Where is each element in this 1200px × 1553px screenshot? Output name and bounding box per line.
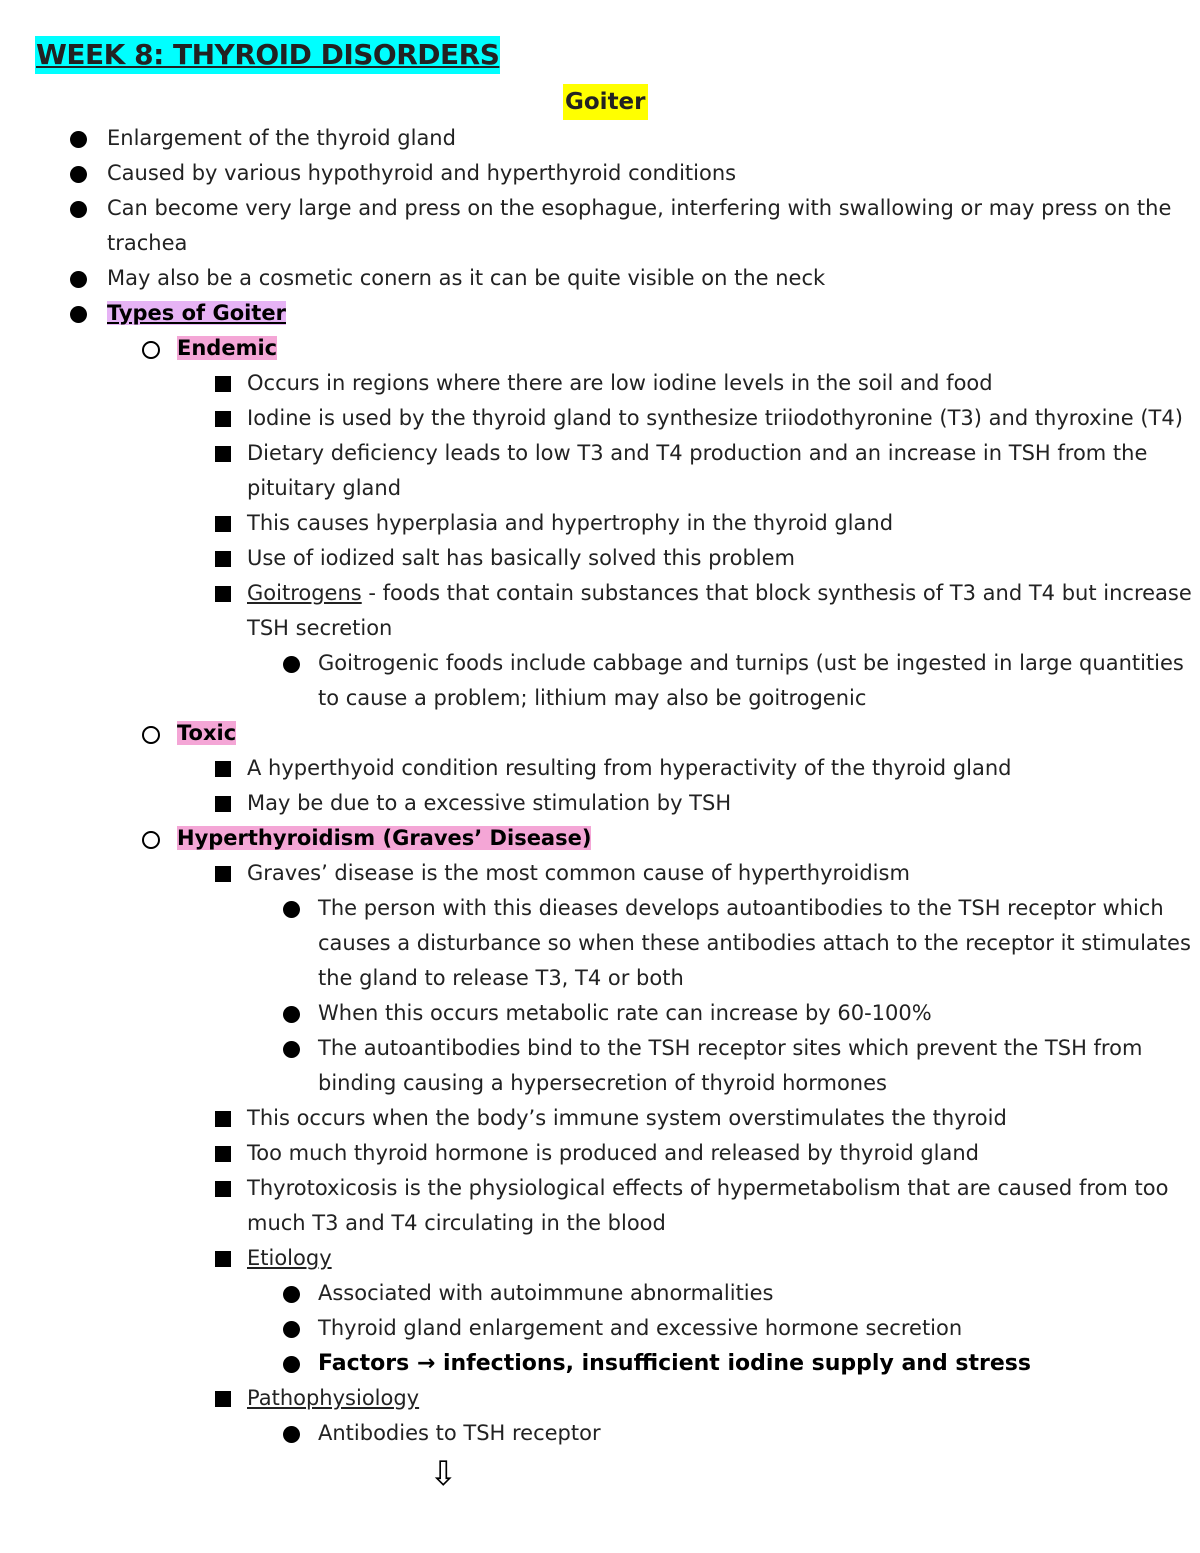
endemic-point: Iodine is used by the thyroid gland to synthesize triiodothyronine (T3) and thyroxine (T4) bbox=[247, 401, 1183, 436]
endemic-point-continued: pituitary gland bbox=[247, 476, 402, 500]
toxic-item bbox=[177, 716, 236, 751]
graves-subpoint: The autoantibodies bind to the TSH receptor sites which prevent the TSH from bbox=[318, 1031, 1142, 1066]
endemic-point: Dietary deficiency leads to low T3 and T4 production and an increase in TSH from the bbox=[247, 436, 1147, 471]
goiter-point: Enlargement of the thyroid gland bbox=[107, 121, 456, 156]
graves-point: This occurs when the body’s immune system overstimulates the thyroid bbox=[247, 1101, 1007, 1136]
graves-subpoint: The person with this dieases develops autoantibodies to the TSH receptor which bbox=[318, 891, 1164, 926]
types-of-goiter-label: Types of Goiter bbox=[107, 301, 286, 325]
endemic-label: Endemic bbox=[177, 336, 278, 360]
section-heading-goiter: Goiter bbox=[563, 84, 648, 120]
goitrogens-point bbox=[247, 576, 1192, 611]
goiter-point: May also be a cosmetic conern as it can be quite visible on the neck bbox=[107, 261, 825, 296]
etiology-factors: Factors → infections, insufficient iodine supply and stress bbox=[318, 1346, 1031, 1381]
graves-subpoint-continued: binding causing a hypersecretion of thyroid hormones bbox=[318, 1071, 887, 1095]
graves-point: Too much thyroid hormone is produced and released by thyroid gland bbox=[247, 1136, 979, 1171]
goiter-point: Can become very large and press on the esophague, interfering with swallowing or may press on the bbox=[107, 191, 1171, 226]
endemic-point: Use of iodized salt has basically solved this problem bbox=[247, 541, 795, 576]
graves-subpoint: When this occurs metabolic rate can increase by 60-100% bbox=[318, 996, 932, 1031]
etiology-point: Thyroid gland enlargement and excessive hormone secretion bbox=[318, 1311, 962, 1346]
goitrogens-text: - foods that contain substances that block synthesis of T3 and T4 but increase bbox=[361, 581, 1192, 605]
etiology-point: Associated with autoimmune abnormalities bbox=[318, 1276, 774, 1311]
pathophysiology-item bbox=[247, 1381, 419, 1416]
graves-subpoint-continued: the gland to release T3, T4 or both bbox=[318, 966, 684, 990]
toxic-point: May be due to a excessive stimulation by TSH bbox=[247, 786, 731, 821]
goiter-point: Caused by various hypothyroid and hyperthyroid conditions bbox=[107, 156, 736, 191]
down-arrow-icon: ⇩ bbox=[429, 1454, 458, 1494]
goitrogens-term: Goitrogens bbox=[247, 581, 362, 605]
endemic-point: This causes hyperplasia and hypertrophy in the thyroid gland bbox=[247, 506, 893, 541]
goitrogens-continued: TSH secretion bbox=[247, 616, 393, 640]
graves-label: Hyperthyroidism (Graves’ Disease) bbox=[177, 826, 592, 850]
pathophysiology-label: Pathophysiology bbox=[247, 1386, 420, 1410]
goiter-point-continued: trachea bbox=[107, 231, 188, 255]
types-of-goiter-item bbox=[107, 296, 286, 331]
goitrogenic-subpoint-continued: to cause a problem; lithium may also be goitrogenic bbox=[318, 686, 867, 710]
etiology-item bbox=[247, 1241, 332, 1276]
endemic-item bbox=[177, 331, 277, 366]
graves-intro: Graves’ disease is the most common cause of hyperthyroidism bbox=[247, 856, 910, 891]
etiology-label: Etiology bbox=[247, 1246, 332, 1270]
page-title: WEEK 8: THYROID DISORDERS bbox=[35, 36, 500, 74]
graves-point: Thyrotoxicosis is the physiological effects of hypermetabolism that are caused from too bbox=[247, 1171, 1168, 1206]
pathophysiology-point: Antibodies to TSH receptor bbox=[318, 1416, 601, 1451]
goitrogenic-subpoint: Goitrogenic foods include cabbage and turnips (ust be ingested in large quantities bbox=[318, 646, 1184, 681]
toxic-point: A hyperthyoid condition resulting from hyperactivity of the thyroid gland bbox=[247, 751, 1011, 786]
graves-point-continued: much T3 and T4 circulating in the blood bbox=[247, 1211, 666, 1235]
toxic-label: Toxic bbox=[177, 721, 237, 745]
graves-item bbox=[177, 821, 591, 856]
graves-subpoint-continued: causes a disturbance so when these antibodies attach to the receptor it stimulates bbox=[318, 931, 1191, 955]
endemic-point: Occurs in regions where there are low iodine levels in the soil and food bbox=[247, 366, 993, 401]
